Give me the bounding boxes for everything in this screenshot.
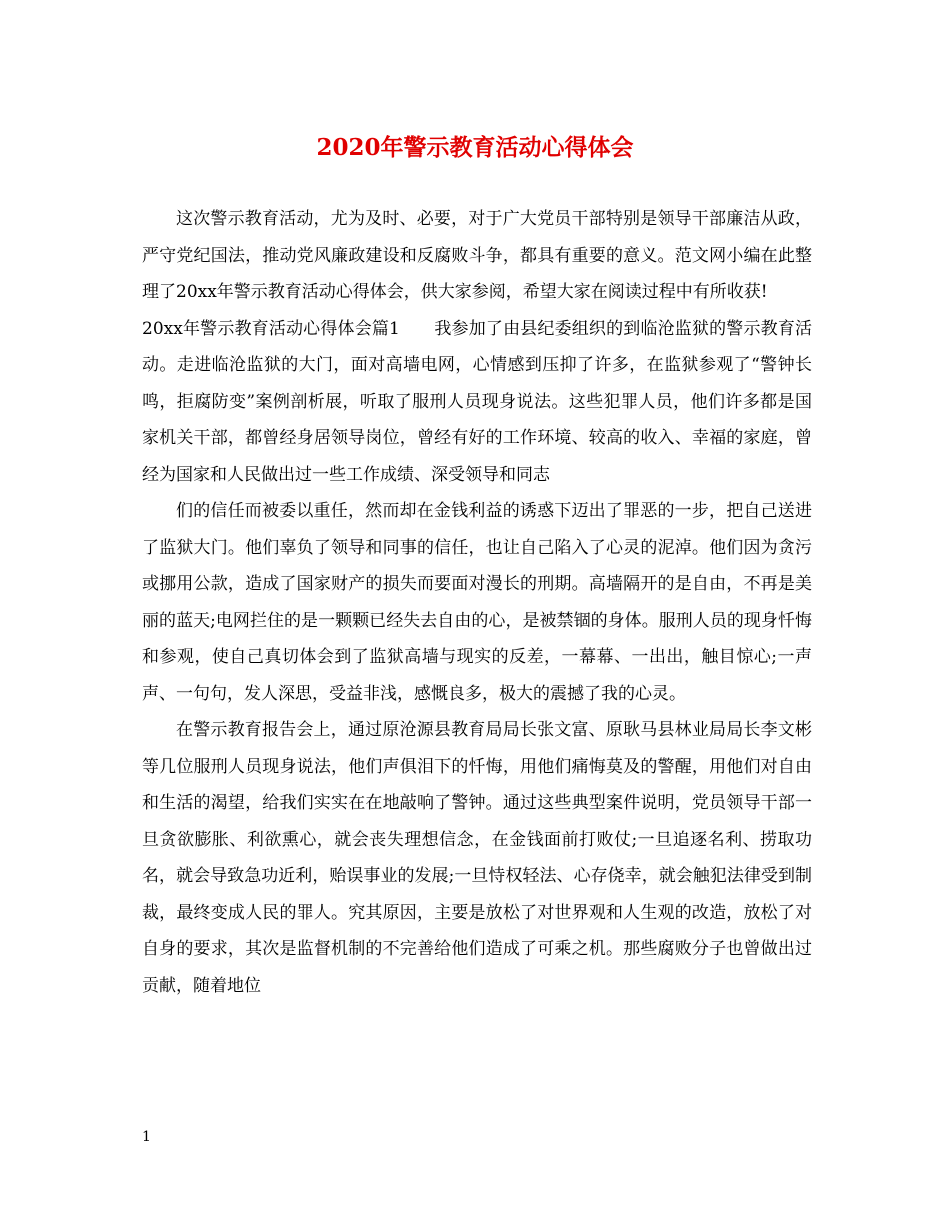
article-1-paragraph: 20xx年警示教育活动心得体会篇1 我参加了由县纪委组织的到临沧监狱的警示教育活动。走进临沧监狱的大门，面对高墙电网，心情感到压抑了许多，在监狱参观了“警钟长鸣，拒腐防变”案例剖析展，听取了服刑人员现身说法。这些犯罪人员，他们许多都是国家机关干部，都曾经身居领导岗位，曾经有好的工作环境、较高的收入、幸福的家庭，曾经为国家和人民做出过一些工作成绩、深受领导和同志 bbox=[142, 318, 812, 485]
document-title: 2020年警示教育活动心得体会 bbox=[316, 134, 634, 161]
body-paragraph-2: 们的信任而被委以重任，然而却在金钱利益的诱惑下迈出了罪恶的一步，把自己送进了监狱大门。他们辜负了领导和同事的信任，也让自己陷入了心灵的泥淖。他们因为贪污或挪用公款，造成了国家财产的损失而要面对漫长的刑期。高墙隔开的是自由，不再是美丽的蓝天;电网拦住的是一颗颗已经失去自由的心，是被禁锢的身体。服刑人员的现身忏悔和参观，使自己真切体会到了监狱高墙与现实的反差，一幕幕、一出出，触目惊心;一声声、一句句，发人深思，受益非浅，感慨良多，极大的震撼了我的心灵。 bbox=[142, 501, 812, 704]
document-body bbox=[142, 201, 812, 1004]
intro-paragraph: 这次警示教育活动，尤为及时、必要，对于广大党员干部特别是领导干部廉洁从政，严守党纪国法，推动党风廉政建设和反腐败斗争，都具有重要的意义。范文网小编在此整理了20xx年警示教育活动心得体会，供大家参阅，希望大家在阅读过程中有所收获! bbox=[142, 209, 812, 302]
page-number: 1 bbox=[142, 1129, 151, 1145]
body-paragraph-3: 在警示教育报告会上，通过原沧源县教育局局长张文富、原耿马县林业局局长李文彬等几位服刑人员现身说法，他们声俱泪下的忏悔，用他们痛悔莫及的警醒，用他们对自由和生活的渴望，给我们实实在在地敲响了警钟。通过这些典型案件说明，党员领导干部一旦贪欲膨胀、利欲熏心，就会丧失理想信念，在金钱面前打败仗;一旦追逐名利、捞取功名，就会导致急功近利，贻误事业的发展;一旦恃权轻法、心存侥幸，就会触犯法律受到制裁，最终变成人民的罪人。究其原因，主要是放松了对世界观和人生观的改造，放松了对自身的要求，其次是监督机制的不完善给他们造成了可乘之机。那些腐败分子也曾做出过贡献，随着地位 bbox=[142, 720, 812, 996]
